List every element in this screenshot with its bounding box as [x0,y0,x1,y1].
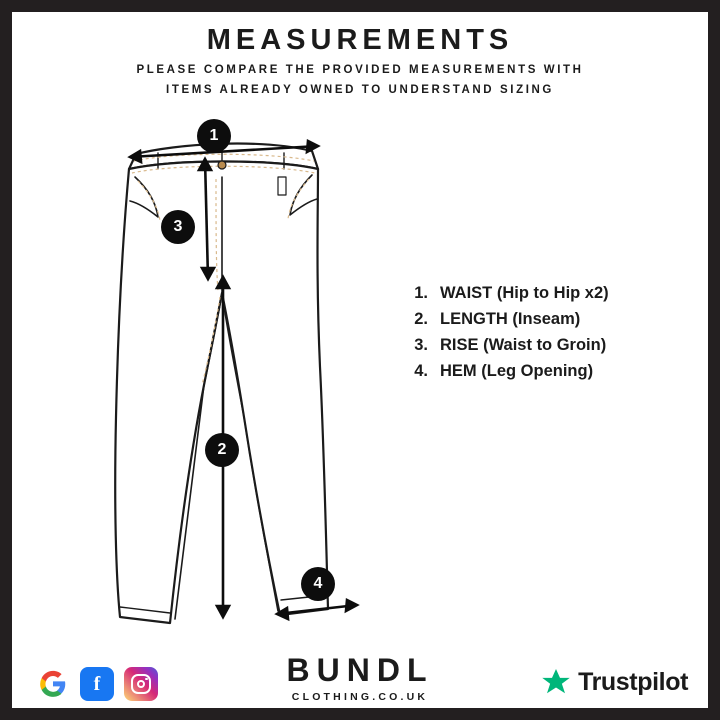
legend-label: HEM (Leg Opening) [440,362,594,380]
legend-item-rise [402,336,692,355]
subtitle-line-2: ITEMS ALREADY OWNED TO UNDERSTAND SIZING [166,84,554,96]
measure-badge-1: 1 [197,119,231,153]
legend-number: 2. [414,310,428,328]
legend-number: 1. [414,284,428,302]
legend-label: RISE (Waist to Groin) [440,336,607,354]
legend-label: LENGTH (Inseam) [440,310,581,328]
legend-number: 4. [414,362,428,380]
waist-button [218,161,226,169]
jeans-technical-drawing-svg [72,117,402,647]
brand-name: BUNDL [286,652,434,688]
legend-label: WAIST (Hip to Hip x2) [440,284,609,302]
legend-item-waist [402,284,692,303]
legend-item-hem [402,362,692,381]
facebook-f-glyph: f [93,672,101,695]
subtitle-line-1: PLEASE COMPARE THE PROVIDED MEASUREMENTS WITH [136,64,584,76]
legend-number: 3. [414,336,428,354]
poster-card [12,12,708,708]
measurements-legend [402,284,692,388]
trustpilot-wordmark: Trustpilot [578,667,688,696]
page-title: MEASUREMENTS [206,24,514,56]
measure-badge-4: 4 [301,567,335,601]
legend-item-length [402,310,692,329]
trustpilot-logo[interactable] [541,667,688,697]
trustpilot-star-icon [541,667,571,697]
page-subtitle [72,60,648,100]
jeans-diagram [72,117,402,647]
brand-domain: CLOTHING.CO.UK [291,691,429,703]
measure-badge-2: 2 [205,433,239,467]
measure-badge-3: 3 [161,210,195,244]
